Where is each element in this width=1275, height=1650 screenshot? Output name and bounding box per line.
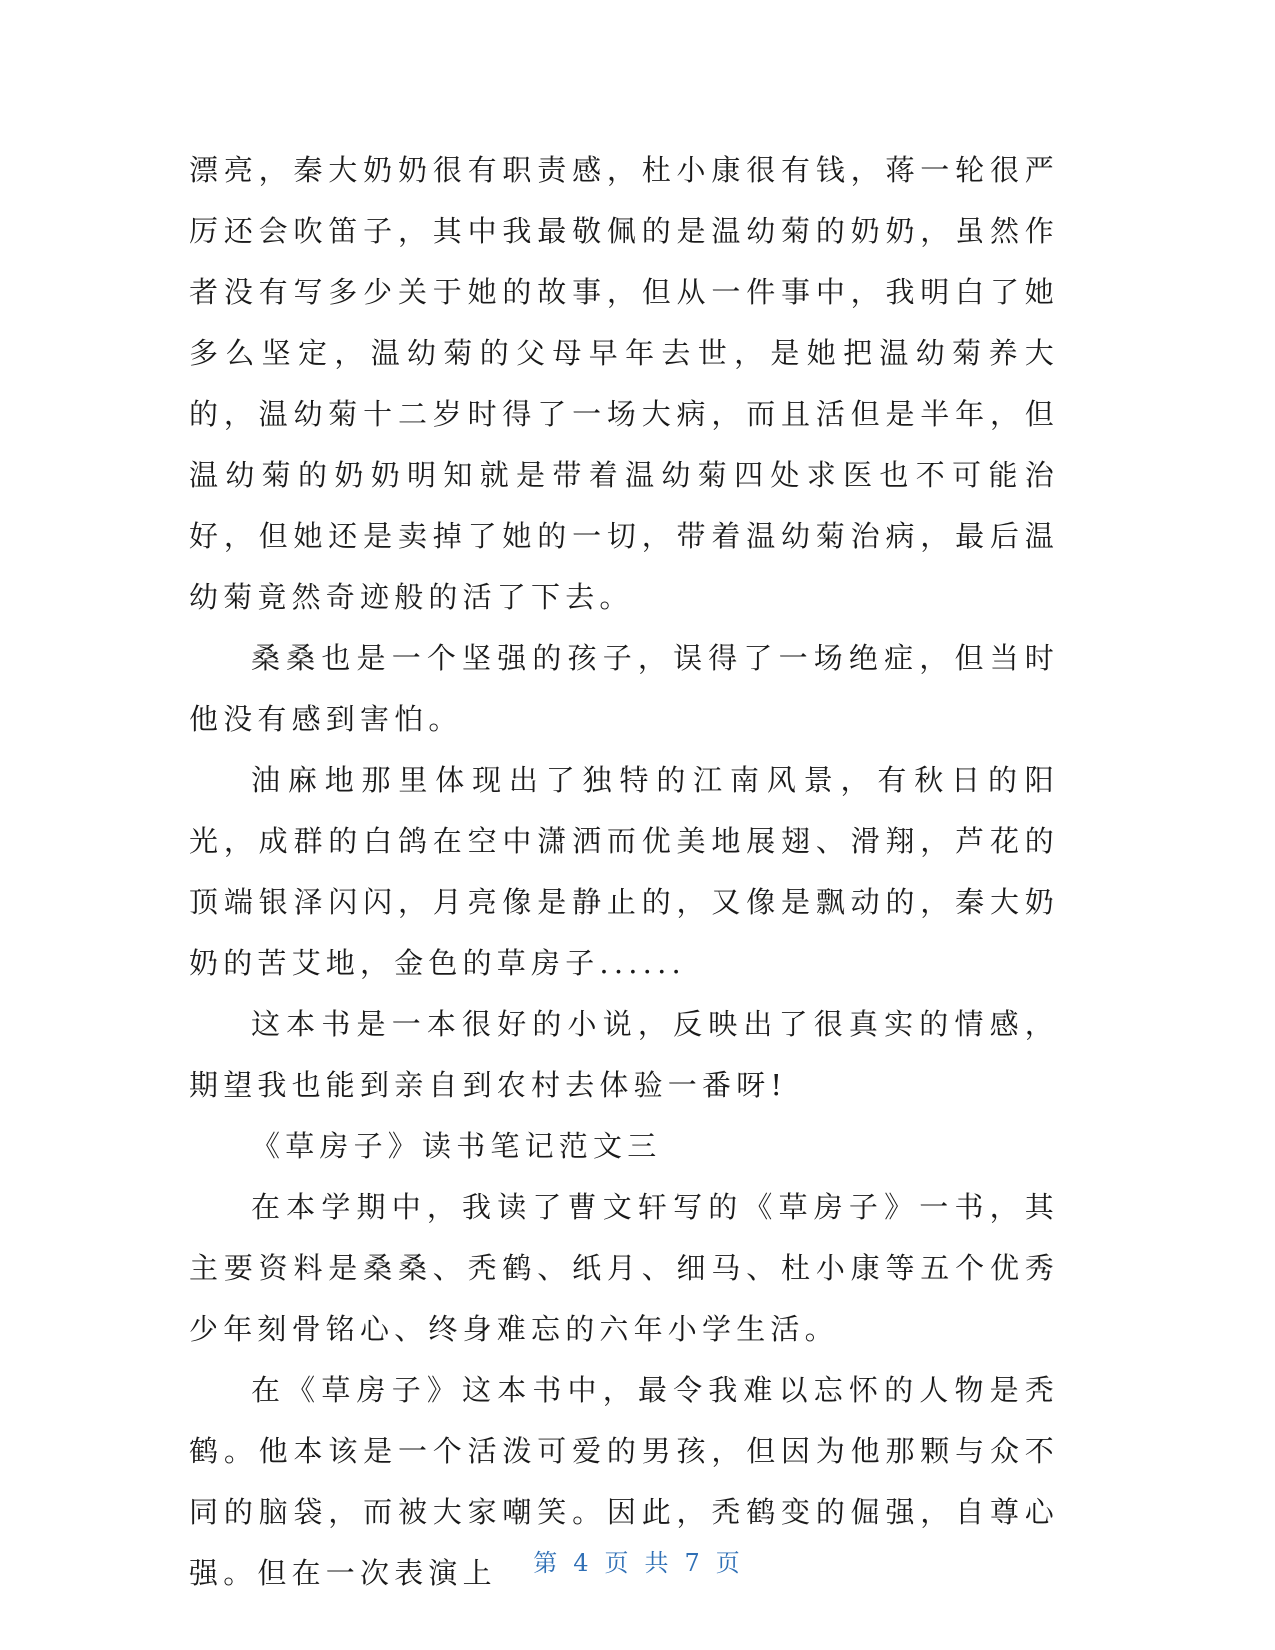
document-body	[189, 140, 1059, 1604]
footer-total-pages: 7	[684, 1549, 702, 1577]
footer-total-word: 共	[644, 1549, 671, 1577]
paragraph-continuation: 漂亮，秦大奶奶很有职责感，杜小康很有钱，蒋一轮很严厉还会吹笛子，其中我最敬佩的是温幼菊的奶奶，虽然作者没有写多少关于她的故事，但从一件事中，我明白了她多么坚定，温幼菊的父母早年去世，是她把温幼菊养大的，温幼菊十二岁时得了一场大病，而且活但是半年，但温幼菊的奶奶明知就是带着温幼菊四处求医也不可能治好，但她还是卖掉了她的一切，带着温幼菊治病，最后温幼菊竟然奇迹般的活了下去。	[189, 153, 1059, 614]
footer-current-page: 4	[573, 1549, 591, 1577]
page-footer	[0, 1543, 1275, 1578]
paragraph-sangsang: 桑桑也是一个坚强的孩子，误得了一场绝症，但当时他没有感到害怕。	[189, 641, 1059, 736]
paragraph-tuhe: 在《草房子》这本书中，最令我难以忘怀的人物是秃鹤。他本该是一个活泼可爱的男孩，但因为他那颗与众不同的脑袋，而被大家嘲笑。因此，秃鹤变的倔强，自尊心强。但在一次表演上	[189, 1373, 1059, 1590]
footer-suffix: 页	[715, 1549, 742, 1577]
footer-page-word: 页	[604, 1549, 631, 1577]
paragraph-intro: 在本学期中，我读了曹文轩写的《草房子》一书，其主要资料是桑桑、秃鹤、纸月、细马、杜小康等五个优秀少年刻骨铭心、终身难忘的六年小学生活。	[189, 1190, 1059, 1346]
paragraph-scenery: 油麻地那里体现出了独特的江南风景，有秋日的阳光，成群的白鸽在空中潇洒而优美地展翅、滑翔，芦花的顶端银泽闪闪，月亮像是静止的，又像是飘动的，秦大奶奶的苦艾地，金色的草房子......	[189, 763, 1059, 980]
section-heading: 《草房子》读书笔记范文三	[251, 1129, 662, 1163]
footer-prefix: 第	[533, 1549, 560, 1577]
paragraph-conclusion: 这本书是一本很好的小说，反映出了很真实的情感，期望我也能到亲自到农村去体验一番呀!	[189, 1007, 1059, 1102]
